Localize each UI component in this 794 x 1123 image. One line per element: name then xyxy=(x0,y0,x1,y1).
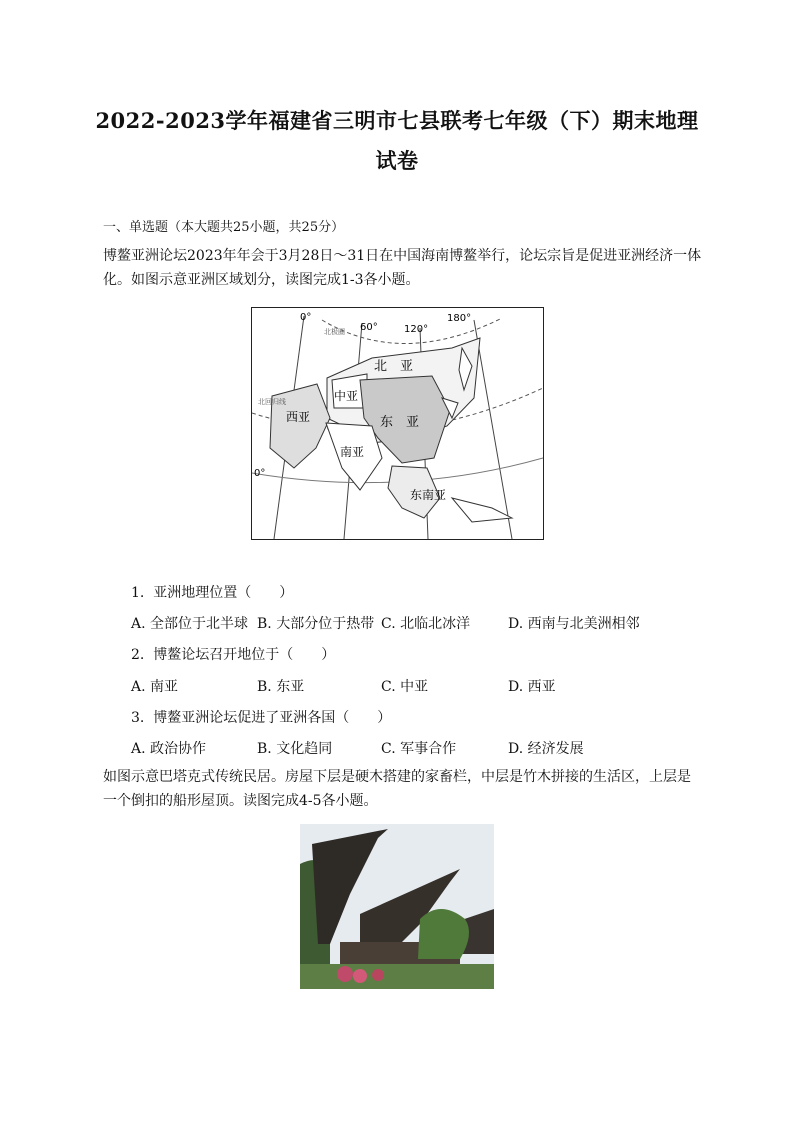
map-arctic-circle: 北极圈 xyxy=(324,328,345,336)
q2-option-c[interactable]: C. 中亚 xyxy=(381,679,429,695)
map-lon-180: 180° xyxy=(447,313,472,324)
intro-paragraph-2: 如图示意巴塔克式传统民居。房屋下层是硬木搭建的家畜栏，中层是竹木拼接的生活区，上层是一个倒扣的船形屋顶。读图完成4-5各小题。 xyxy=(103,769,691,809)
intro-paragraph-1: 博鳌亚洲论坛2023年年会于3月28日～31日在中国海南博鳌举行，论坛宗旨是促进亚洲经济一体化。如图示意亚洲区域划分，读图完成1-3各小题。 xyxy=(103,248,702,288)
question-3-number: 3. xyxy=(131,710,145,726)
q2-option-d[interactable]: D. 西亚 xyxy=(508,679,556,695)
question-3 xyxy=(131,707,391,727)
map-label-north-asia: 北 亚 xyxy=(374,359,414,374)
map-label-central-asia: 中亚 xyxy=(334,389,359,403)
q1-option-c[interactable]: C. 北临北冰洋 xyxy=(381,616,471,632)
q1-option-b[interactable]: B. 大部分位于热带 xyxy=(257,616,375,632)
question-1-number: 1. xyxy=(131,585,145,601)
q2-option-a[interactable]: A. 南亚 xyxy=(131,679,179,695)
asia-region-map xyxy=(251,307,544,540)
question-3-stem: 博鳌亚洲论坛促进了亚洲各国（ ） xyxy=(153,710,392,726)
q3-option-b[interactable]: B. 文化趋同 xyxy=(257,741,333,757)
map-lon-0: 0° xyxy=(300,312,312,323)
batak-house-photo xyxy=(300,824,494,989)
q3-option-d[interactable]: D. 经济发展 xyxy=(508,741,584,757)
q3-option-c[interactable]: C. 军事合作 xyxy=(381,741,457,757)
question-2 xyxy=(131,644,335,664)
question-1-stem: 亚洲地理位置（ ） xyxy=(153,585,294,601)
asia-map-graphic xyxy=(252,308,543,539)
map-label-south-asia: 南亚 xyxy=(340,445,365,459)
q2-option-b[interactable]: B. 东亚 xyxy=(257,679,305,695)
q1-option-a[interactable]: A. 全部位于北半球 xyxy=(131,616,249,632)
question-1 xyxy=(131,582,293,602)
map-lon-120: 120° xyxy=(404,324,429,335)
page-title: 2022-2023学年福建省三明市七县联考七年级（下）期末地理试卷 xyxy=(95,108,699,173)
question-2-number: 2. xyxy=(131,647,145,663)
q1-option-d[interactable]: D. 西南与北美洲相邻 xyxy=(508,616,640,632)
batak-house-graphic xyxy=(300,824,494,989)
map-label-east-asia: 东 亚 xyxy=(380,415,420,430)
map-label-southeast-asia: 东南亚 xyxy=(410,488,447,502)
section-header: 一、单选题（本大题共25小题，共25分） xyxy=(103,220,345,235)
map-label-west-asia: 西亚 xyxy=(286,410,311,424)
question-2-stem: 博鳌论坛召开地位于（ ） xyxy=(153,647,336,663)
map-tropic: 北回归线 xyxy=(258,398,286,406)
q3-option-a[interactable]: A. 政治协作 xyxy=(131,741,207,757)
map-lat-0: 0° xyxy=(254,468,266,479)
map-lon-60: 60° xyxy=(360,322,378,333)
